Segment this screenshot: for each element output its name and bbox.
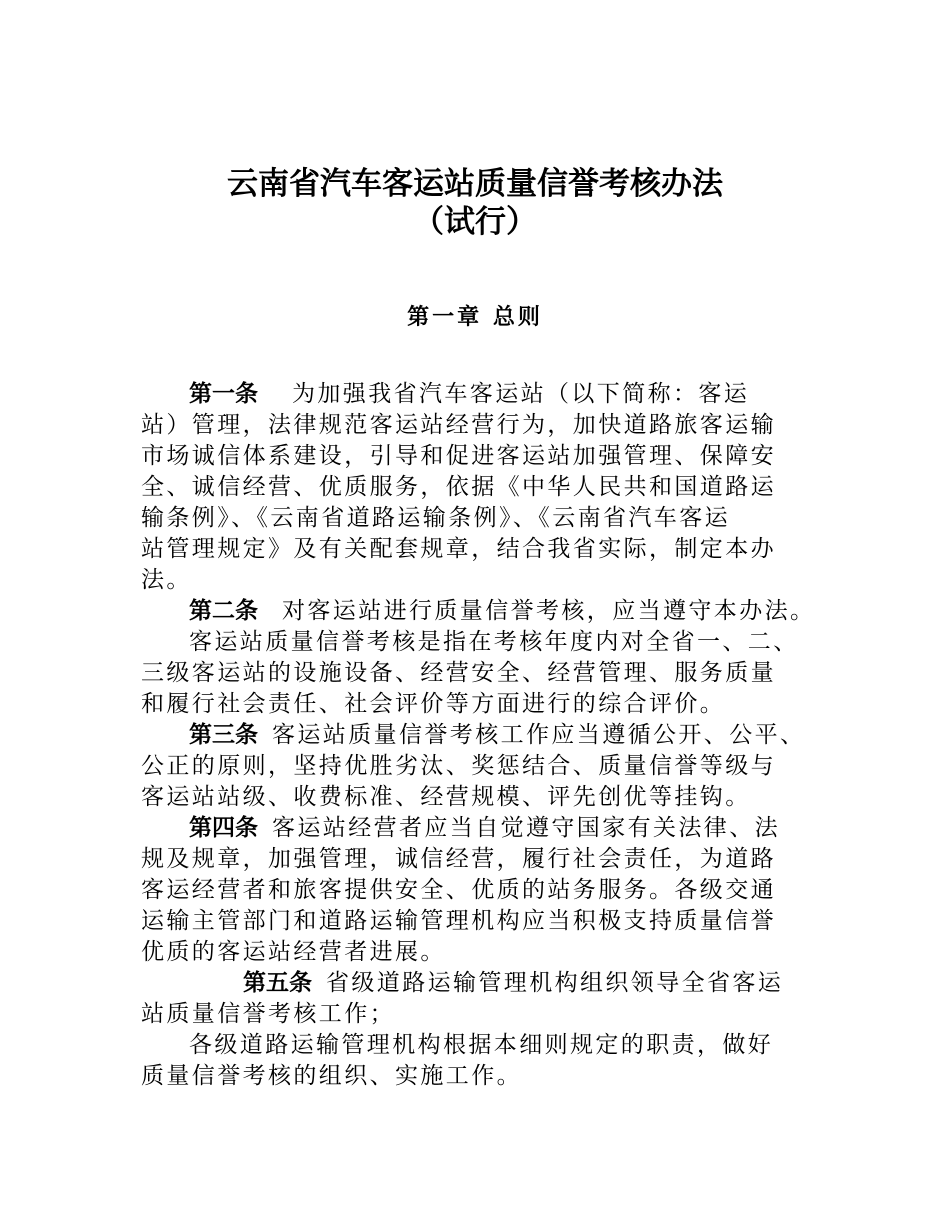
article-5-para-2-line-2: 质量信誉考核的组织、实施工作。 xyxy=(141,1063,522,1089)
article-4-label: 第四条 xyxy=(189,815,258,841)
article-3-text: 客运站质量信誉考核工作应当遵循公开、公平、 xyxy=(272,722,806,748)
article-2-para-2-line-3: 和履行社会责任、社会评价等方面进行的综合评价。 xyxy=(141,691,726,717)
article-2-label: 第二条 xyxy=(189,598,258,624)
article-1-text: 为加强我省汽车客运站（以下简称：客运 xyxy=(292,381,750,407)
article-3-line-2: 公正的原则，坚持优胜劣汰、奖惩结合、质量信誉等级与 xyxy=(141,753,776,779)
article-5-label: 第五条 xyxy=(243,970,312,996)
article-5-text: 省级道路运输管理机构组织领导全省客运 xyxy=(326,970,784,996)
article-3-line-3: 客运站站级、收费标准、经营规模、评先创优等挂钩。 xyxy=(141,784,751,810)
article-3-line-1 xyxy=(141,720,831,751)
article-4-line-2: 规及规章，加强管理，诚信经营，履行社会责任，为道路 xyxy=(141,846,776,872)
article-2-para-2-line-1: 客运站质量信誉考核是指在考核年度内对全省一、二、 xyxy=(189,629,799,655)
article-4-line-4: 运输主管部门和道路运输管理机构应当积极支持质量信誉 xyxy=(141,908,776,934)
article-1-line-6: 站管理规定》及有关配套规章，结合我省实际，制定本办 xyxy=(141,536,776,562)
article-1-line-2: 站）管理，法律规范客运站经营行为，加快道路旅客运输 xyxy=(141,412,776,438)
article-1-line-3: 市场诚信体系建设，引导和促进客运站加强管理、保障安 xyxy=(141,443,776,469)
article-5-para-2-line-1: 各级道路运输管理机构根据本细则规定的职责，做好 xyxy=(189,1032,774,1058)
article-1-line-1 xyxy=(141,379,831,410)
article-2-para-2-line-2: 三级客运站的设施设备、经营安全、经营管理、服务质量 xyxy=(141,660,776,686)
article-4-line-3: 客运经营者和旅客提供安全、优质的站务服务。各级交通 xyxy=(141,877,776,903)
document-body xyxy=(141,379,831,1092)
article-5-line-1 xyxy=(141,968,831,999)
article-3-label: 第三条 xyxy=(189,722,258,748)
article-1-line-5: 输条例》、《云南省道路运输条例》、《云南省汽车客运 xyxy=(141,505,730,531)
article-2-line-1 xyxy=(141,596,831,627)
article-4-line-5: 优质的客运站经营者进展。 xyxy=(141,939,446,965)
article-1-label: 第一条 xyxy=(189,381,258,407)
article-5-line-2: 站质量信誉考核工作； xyxy=(141,1001,395,1027)
article-4-line-1 xyxy=(141,813,831,844)
document-subtitle: （试行） xyxy=(413,204,537,240)
document-title: 云南省汽车客运站质量信誉考核办法 xyxy=(227,166,723,202)
article-1-line-7: 法。 xyxy=(141,567,192,593)
article-4-text: 客运站经营者应当自觉遵守国家有关法律、法 xyxy=(272,815,780,841)
article-2-text: 对客运站进行质量信誉考核，应当遵守本办法。 xyxy=(282,598,816,624)
article-1-line-4: 全、诚信经营、优质服务，依据《中华人民共和国道路运 xyxy=(141,474,776,500)
chapter-heading: 第一章 总则 xyxy=(407,305,543,330)
